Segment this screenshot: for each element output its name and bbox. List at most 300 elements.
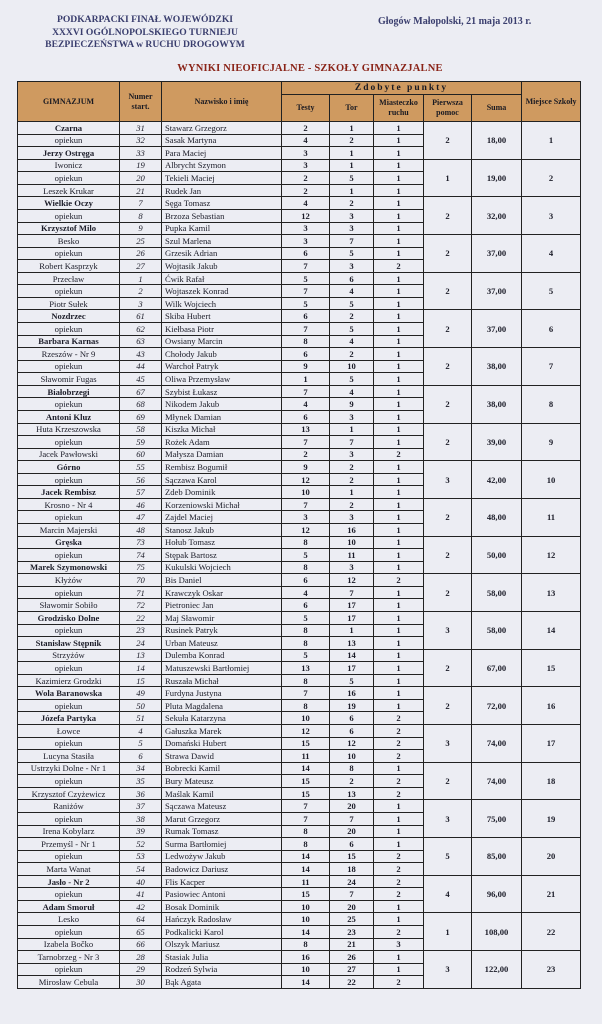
points-group-header: Zdobyte punkty xyxy=(282,82,522,95)
results-title: WYNIKI NIEOFICJALNE - SZKOŁY GIMNAZJALNE xyxy=(177,63,443,74)
start-number: 40 xyxy=(120,875,162,888)
participant-name: Badowicz Dariusz xyxy=(162,863,282,876)
start-number: 60 xyxy=(120,448,162,461)
track-score: 1 xyxy=(330,423,374,436)
track-score: 7 xyxy=(330,235,374,248)
track-score: 2 xyxy=(330,461,374,474)
track-score: 3 xyxy=(330,410,374,423)
tests-score: 11 xyxy=(282,875,330,888)
school-cell: Ustrzyki Dolne - Nr 1 xyxy=(18,762,120,775)
track-score: 3 xyxy=(330,260,374,273)
track-score: 27 xyxy=(330,963,374,976)
participant-name: Małysza Damian xyxy=(162,448,282,461)
col-first-aid-header: Pierwsza pomoc xyxy=(424,95,472,122)
first-aid-score: 3 xyxy=(424,611,472,649)
town-score: 1 xyxy=(374,297,424,310)
start-number: 26 xyxy=(120,247,162,260)
tests-score: 9 xyxy=(282,360,330,373)
tests-score: 6 xyxy=(282,599,330,612)
participant-name: Ruszała Michał xyxy=(162,674,282,687)
school-cell: opiekun xyxy=(18,699,120,712)
start-number: 33 xyxy=(120,147,162,160)
tests-score: 2 xyxy=(282,448,330,461)
header-row-1 xyxy=(18,82,581,95)
participant-name: Wilk Wojciech xyxy=(162,297,282,310)
col-number-header: Numer start. xyxy=(120,82,162,122)
start-number: 34 xyxy=(120,762,162,775)
track-score: 6 xyxy=(330,725,374,738)
town-score: 1 xyxy=(374,360,424,373)
table-row xyxy=(18,574,581,587)
town-score: 1 xyxy=(374,561,424,574)
start-number: 50 xyxy=(120,699,162,712)
school-cell: Krzysztof Czyżewicz xyxy=(18,787,120,800)
school-cell: Tarnobrzeg - Nr 3 xyxy=(18,951,120,964)
town-score: 1 xyxy=(374,373,424,386)
sum-score: 108,00 xyxy=(472,913,522,951)
participant-name: Bosak Dominik xyxy=(162,900,282,913)
table-row xyxy=(18,310,581,323)
start-number: 32 xyxy=(120,134,162,147)
participant-name: Kiełbasa Piotr xyxy=(162,323,282,336)
table-row xyxy=(18,913,581,926)
participant-name: Rusinek Patryk xyxy=(162,624,282,637)
participant-name: Ledwożyw Jakub xyxy=(162,850,282,863)
tests-score: 10 xyxy=(282,486,330,499)
start-number: 24 xyxy=(120,637,162,650)
school-cell: Irena Kobylarz xyxy=(18,825,120,838)
school-cell: opiekun xyxy=(18,624,120,637)
tests-score: 15 xyxy=(282,737,330,750)
first-aid-score: 3 xyxy=(424,725,472,763)
town-score: 1 xyxy=(374,209,424,222)
start-number: 59 xyxy=(120,436,162,449)
track-score: 10 xyxy=(330,360,374,373)
track-score: 8 xyxy=(330,762,374,775)
school-place: 8 xyxy=(522,385,581,423)
participant-name: Kiszka Michał xyxy=(162,423,282,436)
participant-name: Flis Kacper xyxy=(162,875,282,888)
participant-name: Strawa Dawid xyxy=(162,750,282,763)
start-number: 5 xyxy=(120,737,162,750)
school-cell: opiekun xyxy=(18,473,120,486)
participant-name: Domański Hubert xyxy=(162,737,282,750)
town-score: 1 xyxy=(374,197,424,210)
school-place: 22 xyxy=(522,913,581,951)
track-score: 16 xyxy=(330,524,374,537)
school-cell: Józefa Partyka xyxy=(18,712,120,725)
school-cell: Leszek Krukar xyxy=(18,184,120,197)
school-cell: Nozdrzec xyxy=(18,310,120,323)
first-aid-score: 2 xyxy=(424,687,472,725)
town-score: 2 xyxy=(374,750,424,763)
participant-name: Bąk Agata xyxy=(162,976,282,989)
sum-score: 38,00 xyxy=(472,348,522,386)
school-cell: Mirosław Cebula xyxy=(18,976,120,989)
start-number: 7 xyxy=(120,197,162,210)
track-score: 3 xyxy=(330,511,374,524)
tests-score: 5 xyxy=(282,297,330,310)
track-score: 11 xyxy=(330,549,374,562)
tests-score: 12 xyxy=(282,473,330,486)
school-cell: Sławomir Sobiło xyxy=(18,599,120,612)
sum-score: 122,00 xyxy=(472,951,522,989)
participant-name: Wojtaszek Konrad xyxy=(162,285,282,298)
first-aid-score: 4 xyxy=(424,875,472,913)
table-row xyxy=(18,725,581,738)
table-row xyxy=(18,235,581,248)
sum-score: 18,00 xyxy=(472,122,522,160)
organizer-line-3: BEZPIECZEŃSTWA w RUCHU DROGOWYM xyxy=(45,39,245,50)
track-score: 5 xyxy=(330,373,374,386)
first-aid-score: 3 xyxy=(424,800,472,838)
town-score: 1 xyxy=(374,184,424,197)
tests-score: 10 xyxy=(282,913,330,926)
school-place: 20 xyxy=(522,838,581,876)
track-score: 5 xyxy=(330,297,374,310)
track-score: 4 xyxy=(330,385,374,398)
participant-name: Tekieli Maciej xyxy=(162,172,282,185)
school-cell: opiekun xyxy=(18,323,120,336)
track-score: 14 xyxy=(330,649,374,662)
tests-score: 5 xyxy=(282,611,330,624)
track-score: 1 xyxy=(330,122,374,135)
tests-score: 3 xyxy=(282,222,330,235)
table-row xyxy=(18,272,581,285)
tests-score: 8 xyxy=(282,938,330,951)
start-number: 67 xyxy=(120,385,162,398)
school-cell: Robert Kasprzyk xyxy=(18,260,120,273)
first-aid-score: 2 xyxy=(424,762,472,800)
town-score: 1 xyxy=(374,410,424,423)
town-score: 1 xyxy=(374,536,424,549)
participant-name: Sęga Tomasz xyxy=(162,197,282,210)
school-place: 14 xyxy=(522,611,581,649)
first-aid-score: 1 xyxy=(424,913,472,951)
track-score: 5 xyxy=(330,674,374,687)
sum-score: 67,00 xyxy=(472,649,522,687)
track-score: 7 xyxy=(330,812,374,825)
school-cell: opiekun xyxy=(18,926,120,939)
track-score: 2 xyxy=(330,348,374,361)
tests-score: 12 xyxy=(282,209,330,222)
start-number: 69 xyxy=(120,410,162,423)
town-score: 2 xyxy=(374,737,424,750)
place-date: Głogów Małopolski, 21 maja 2013 r. xyxy=(378,16,532,27)
tests-score: 8 xyxy=(282,335,330,348)
track-score: 5 xyxy=(330,247,374,260)
participant-name: Matuszewski Bartłomiej xyxy=(162,662,282,675)
participant-name: Stępak Bartosz xyxy=(162,549,282,562)
start-number: 56 xyxy=(120,473,162,486)
school-cell: Marek Szymonowski xyxy=(18,561,120,574)
school-cell: Lesko xyxy=(18,913,120,926)
participant-name: Ćwik Rafał xyxy=(162,272,282,285)
town-score: 1 xyxy=(374,599,424,612)
participant-name: Stawarz Grzegorz xyxy=(162,122,282,135)
track-score: 12 xyxy=(330,574,374,587)
participant-name: Warchoł Patryk xyxy=(162,360,282,373)
town-score: 2 xyxy=(374,850,424,863)
tests-score: 2 xyxy=(282,172,330,185)
start-number: 57 xyxy=(120,486,162,499)
town-score: 1 xyxy=(374,461,424,474)
participant-name: Surma Bartłomiej xyxy=(162,838,282,851)
start-number: 31 xyxy=(120,122,162,135)
school-place: 7 xyxy=(522,348,581,386)
start-number: 63 xyxy=(120,335,162,348)
participant-name: Sączawa Karol xyxy=(162,473,282,486)
track-score: 2 xyxy=(330,473,374,486)
track-score: 6 xyxy=(330,272,374,285)
school-place: 9 xyxy=(522,423,581,461)
school-place: 5 xyxy=(522,272,581,310)
start-number: 49 xyxy=(120,687,162,700)
school-cell: Rzeszów - Nr 9 xyxy=(18,348,120,361)
tests-score: 14 xyxy=(282,926,330,939)
participant-name: Para Maciej xyxy=(162,147,282,160)
track-score: 20 xyxy=(330,800,374,813)
start-number: 66 xyxy=(120,938,162,951)
town-score: 1 xyxy=(374,159,424,172)
start-number: 61 xyxy=(120,310,162,323)
town-score: 1 xyxy=(374,122,424,135)
first-aid-score: 2 xyxy=(424,235,472,273)
sum-score: 37,00 xyxy=(472,272,522,310)
town-score: 2 xyxy=(374,976,424,989)
school-cell: Stanisław Stępnik xyxy=(18,637,120,650)
first-aid-score: 2 xyxy=(424,423,472,461)
school-cell: Kłyżów xyxy=(18,574,120,587)
track-score: 5 xyxy=(330,323,374,336)
town-score: 1 xyxy=(374,272,424,285)
track-score: 1 xyxy=(330,147,374,160)
school-cell: Marta Wanat xyxy=(18,863,120,876)
tests-score: 9 xyxy=(282,461,330,474)
track-score: 1 xyxy=(330,159,374,172)
participant-name: Dulemba Konrad xyxy=(162,649,282,662)
town-score: 1 xyxy=(374,398,424,411)
school-place: 19 xyxy=(522,800,581,838)
tests-score: 2 xyxy=(282,122,330,135)
school-cell: Marcin Majerski xyxy=(18,524,120,537)
start-number: 51 xyxy=(120,712,162,725)
sum-score: 75,00 xyxy=(472,800,522,838)
start-number: 47 xyxy=(120,511,162,524)
participant-name: Urban Mateusz xyxy=(162,637,282,650)
sum-score: 74,00 xyxy=(472,762,522,800)
school-cell: Gręska xyxy=(18,536,120,549)
col-place-header: Miejsce Szkoły xyxy=(522,82,581,122)
participant-name: Chołody Jakub xyxy=(162,348,282,361)
town-score: 1 xyxy=(374,699,424,712)
town-score: 1 xyxy=(374,812,424,825)
start-number: 9 xyxy=(120,222,162,235)
town-score: 2 xyxy=(374,888,424,901)
tests-score: 3 xyxy=(282,511,330,524)
sum-score: 58,00 xyxy=(472,611,522,649)
town-score: 1 xyxy=(374,323,424,336)
track-score: 17 xyxy=(330,611,374,624)
school-cell: Krosno - Nr 4 xyxy=(18,498,120,511)
participant-name: Skiba Hubert xyxy=(162,310,282,323)
school-place: 15 xyxy=(522,649,581,687)
track-score: 17 xyxy=(330,599,374,612)
participant-name: Bobrecki Kamil xyxy=(162,762,282,775)
tests-score: 13 xyxy=(282,662,330,675)
participant-name: Sasak Martyna xyxy=(162,134,282,147)
tests-score: 13 xyxy=(282,423,330,436)
participant-name: Wojtasik Jakub xyxy=(162,260,282,273)
track-score: 23 xyxy=(330,926,374,939)
tests-score: 5 xyxy=(282,649,330,662)
tests-score: 7 xyxy=(282,687,330,700)
town-score: 1 xyxy=(374,147,424,160)
track-score: 1 xyxy=(330,184,374,197)
start-number: 38 xyxy=(120,812,162,825)
col-track-header: Tor xyxy=(330,95,374,122)
tests-score: 1 xyxy=(282,373,330,386)
school-cell: Wola Baranowska xyxy=(18,687,120,700)
start-number: 73 xyxy=(120,536,162,549)
school-cell: opiekun xyxy=(18,662,120,675)
school-cell: Izabela Bočko xyxy=(18,938,120,951)
tests-score: 16 xyxy=(282,951,330,964)
start-number: 72 xyxy=(120,599,162,612)
start-number: 62 xyxy=(120,323,162,336)
table-row xyxy=(18,800,581,813)
school-cell: Besko xyxy=(18,235,120,248)
first-aid-score: 2 xyxy=(424,348,472,386)
participant-name: Sączawa Mateusz xyxy=(162,800,282,813)
sum-score: 58,00 xyxy=(472,574,522,612)
school-cell: Łowce xyxy=(18,725,120,738)
start-number: 20 xyxy=(120,172,162,185)
tests-score: 6 xyxy=(282,310,330,323)
start-number: 45 xyxy=(120,373,162,386)
town-score: 2 xyxy=(374,863,424,876)
town-score: 1 xyxy=(374,436,424,449)
first-aid-score: 2 xyxy=(424,310,472,348)
start-number: 46 xyxy=(120,498,162,511)
participant-name: Stanosz Jakub xyxy=(162,524,282,537)
town-score: 2 xyxy=(374,787,424,800)
participant-name: Szybist Łukasz xyxy=(162,385,282,398)
start-number: 55 xyxy=(120,461,162,474)
tests-score: 10 xyxy=(282,963,330,976)
first-aid-score: 2 xyxy=(424,498,472,536)
participant-name: Podkalicki Karol xyxy=(162,926,282,939)
participant-name: Młynek Damian xyxy=(162,410,282,423)
school-cell: Białobrzegi xyxy=(18,385,120,398)
organizer-line-1: PODKARPACKI FINAŁ WOJEWÓDZKI xyxy=(56,14,234,25)
col-school-header: GIMNAZJUM xyxy=(18,82,120,122)
track-score: 17 xyxy=(330,662,374,675)
table-row xyxy=(18,762,581,775)
school-cell: Grodzisko Dolne xyxy=(18,611,120,624)
school-cell: Kazimierz Grodzki xyxy=(18,674,120,687)
tests-score: 3 xyxy=(282,235,330,248)
participant-name: Olszyk Mariusz xyxy=(162,938,282,951)
start-number: 25 xyxy=(120,235,162,248)
tests-score: 8 xyxy=(282,699,330,712)
track-score: 26 xyxy=(330,951,374,964)
start-number: 42 xyxy=(120,900,162,913)
school-cell: Iwonicz xyxy=(18,159,120,172)
tests-score: 3 xyxy=(282,147,330,160)
start-number: 27 xyxy=(120,260,162,273)
start-number: 43 xyxy=(120,348,162,361)
participant-name: Stasiak Julia xyxy=(162,951,282,964)
sum-score: 72,00 xyxy=(472,687,522,725)
town-score: 3 xyxy=(374,938,424,951)
tests-score: 2 xyxy=(282,184,330,197)
start-number: 19 xyxy=(120,159,162,172)
track-score: 13 xyxy=(330,787,374,800)
school-cell: Jacek Pawłowski xyxy=(18,448,120,461)
first-aid-score: 2 xyxy=(424,574,472,612)
track-score: 3 xyxy=(330,222,374,235)
first-aid-score: 2 xyxy=(424,197,472,235)
participant-name: Owsiany Marcin xyxy=(162,335,282,348)
start-number: 64 xyxy=(120,913,162,926)
track-score: 4 xyxy=(330,285,374,298)
sum-score: 50,00 xyxy=(472,536,522,574)
start-number: 71 xyxy=(120,586,162,599)
town-score: 1 xyxy=(374,524,424,537)
track-score: 10 xyxy=(330,536,374,549)
town-score: 1 xyxy=(374,549,424,562)
sum-score: 32,00 xyxy=(472,197,522,235)
track-score: 3 xyxy=(330,209,374,222)
tests-score: 14 xyxy=(282,850,330,863)
first-aid-score: 3 xyxy=(424,951,472,989)
start-number: 70 xyxy=(120,574,162,587)
school-cell: opiekun xyxy=(18,850,120,863)
participant-name: Kukulski Wojciech xyxy=(162,561,282,574)
school-place: 2 xyxy=(522,159,581,197)
school-place: 6 xyxy=(522,310,581,348)
sum-score: 39,00 xyxy=(472,423,522,461)
col-sum-header: Suma xyxy=(472,95,522,122)
participant-name: Maślak Kamil xyxy=(162,787,282,800)
school-cell: Strzyżów xyxy=(18,649,120,662)
col-tests-header: Testy xyxy=(282,95,330,122)
school-cell: Barbara Karnas xyxy=(18,335,120,348)
track-score: 7 xyxy=(330,436,374,449)
participant-name: Bury Mateusz xyxy=(162,775,282,788)
town-score: 1 xyxy=(374,385,424,398)
tests-score: 8 xyxy=(282,637,330,650)
tests-score: 4 xyxy=(282,586,330,599)
town-score: 2 xyxy=(374,260,424,273)
participant-name: Rodzeń Sylwia xyxy=(162,963,282,976)
participant-name: Albrycht Szymon xyxy=(162,159,282,172)
table-row xyxy=(18,348,581,361)
school-cell: Sławomir Fugas xyxy=(18,373,120,386)
town-score: 1 xyxy=(374,222,424,235)
town-score: 1 xyxy=(374,511,424,524)
start-number: 74 xyxy=(120,549,162,562)
participant-name: Hańczyk Radosław xyxy=(162,913,282,926)
track-score: 2 xyxy=(330,134,374,147)
town-score: 2 xyxy=(374,574,424,587)
participant-name: Pluta Magdalena xyxy=(162,699,282,712)
tests-score: 10 xyxy=(282,712,330,725)
tests-score: 6 xyxy=(282,348,330,361)
school-cell: opiekun xyxy=(18,285,120,298)
school-place: 13 xyxy=(522,574,581,612)
